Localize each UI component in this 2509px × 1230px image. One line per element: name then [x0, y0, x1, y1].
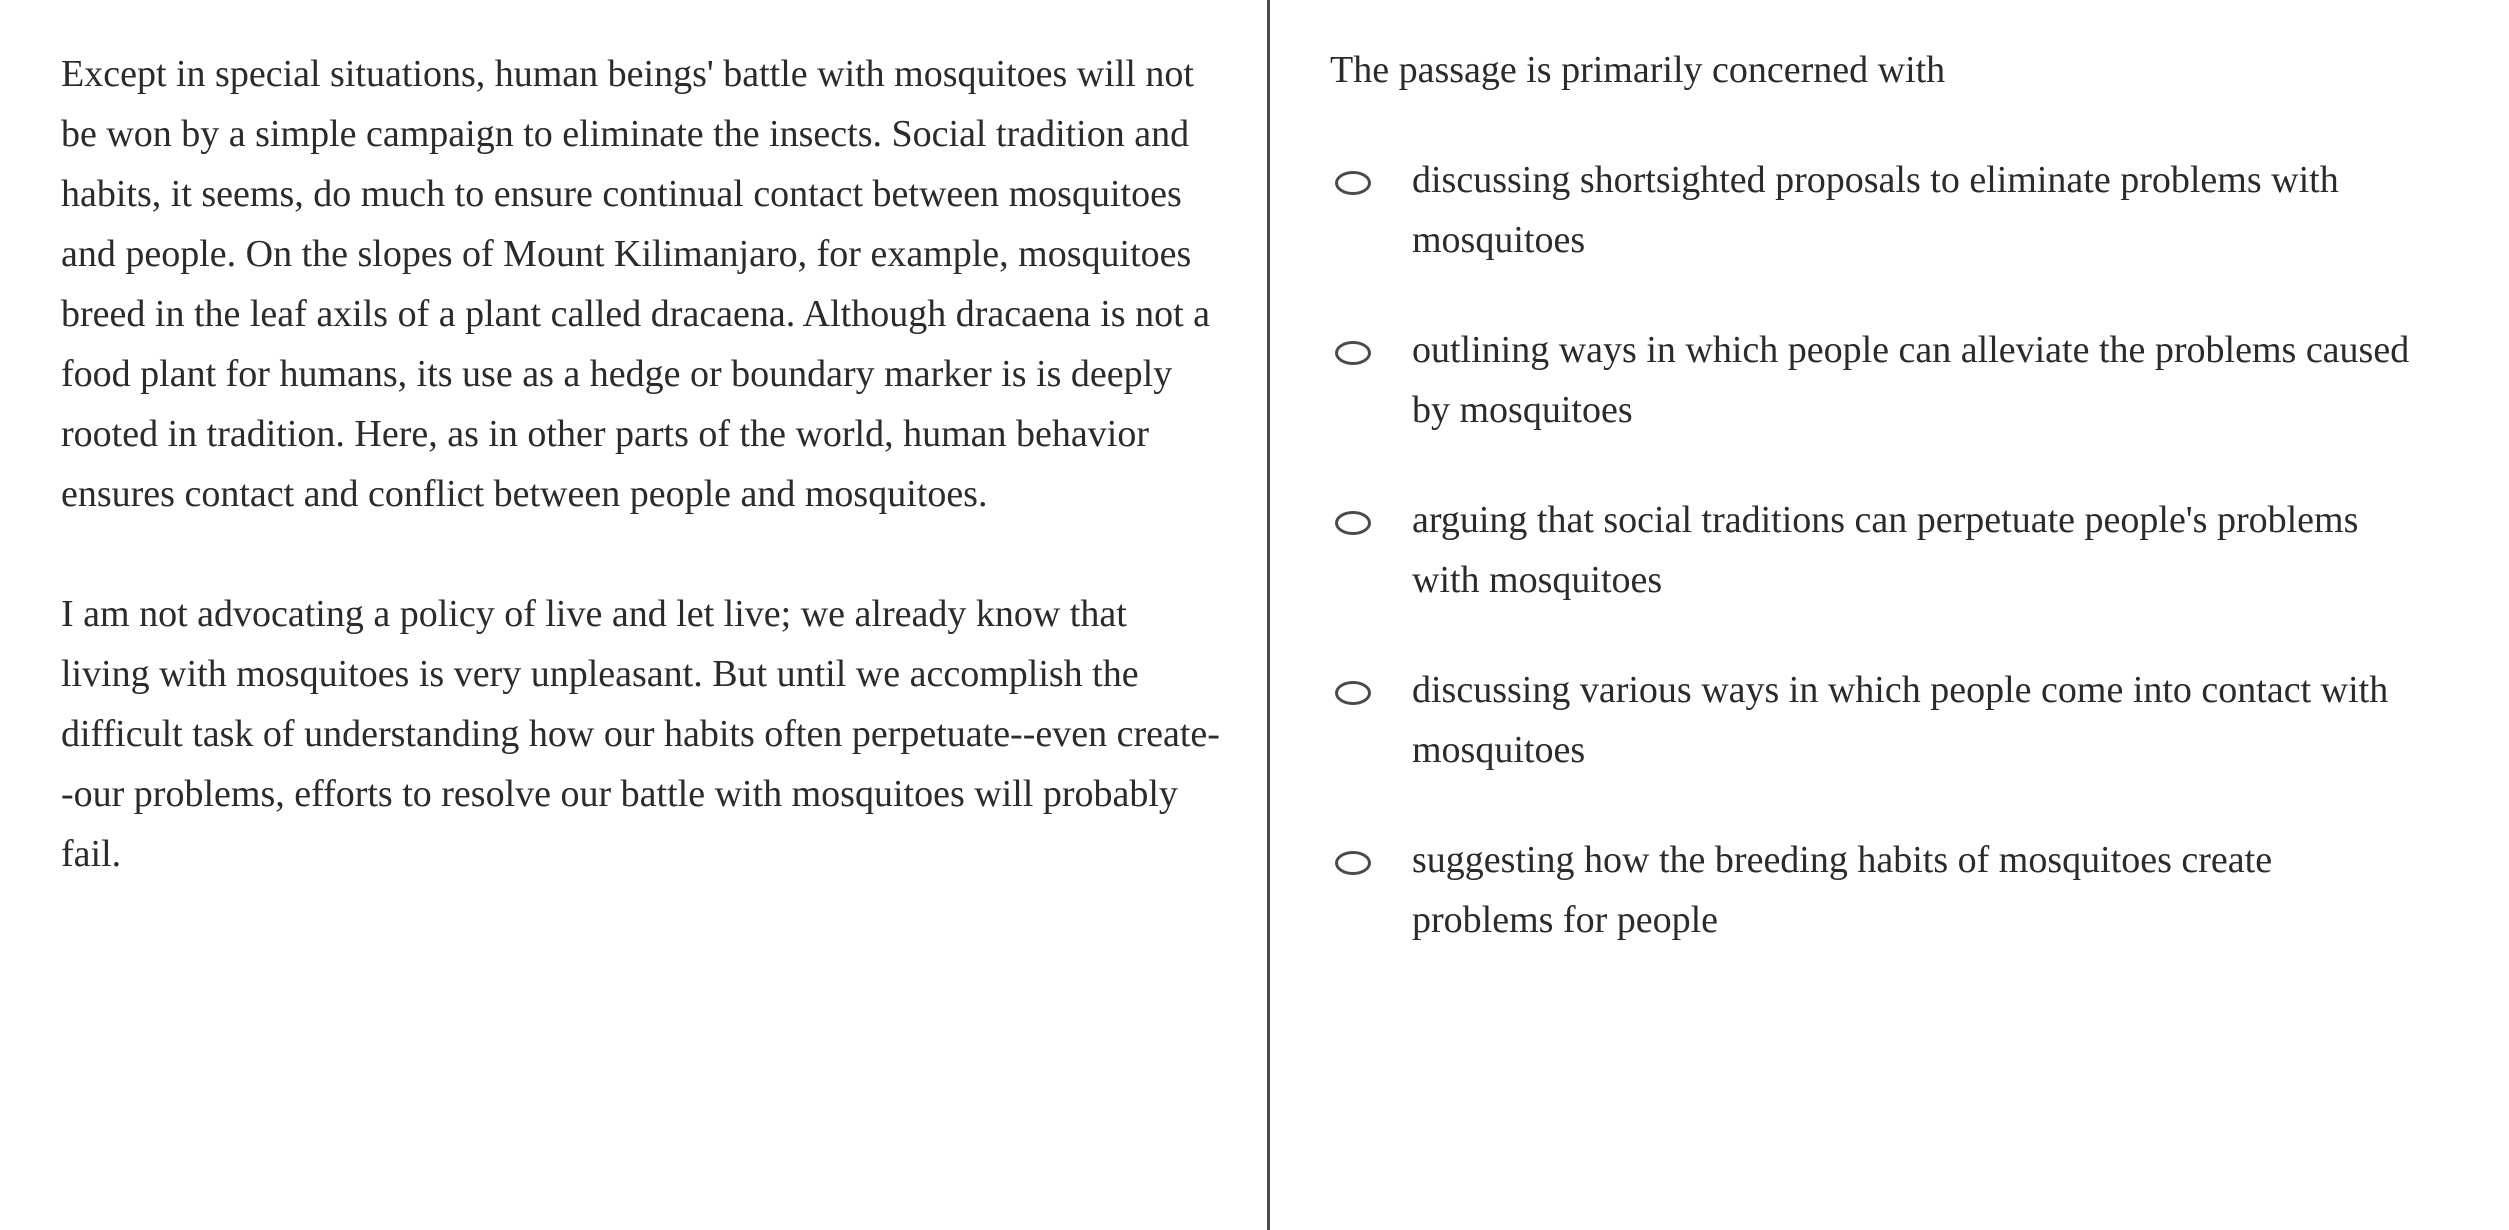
radio-button-icon[interactable] [1335, 511, 1371, 535]
radio-button-icon[interactable] [1335, 171, 1371, 195]
radio-button-icon[interactable] [1335, 851, 1371, 875]
answer-choice-label[interactable]: outlining ways in which people can alleviate the problems caused by mosquitoes [1412, 329, 2410, 431]
answer-choice-d[interactable] [1330, 660, 2480, 780]
answer-choice-a[interactable] [1330, 150, 2480, 270]
answer-choice-label[interactable]: discussing various ways in which people come into contact with mosquitoes [1412, 669, 2389, 771]
radio-button-icon[interactable] [1335, 341, 1371, 365]
question-pane [1330, 40, 2480, 1000]
passage-pane [61, 44, 1221, 944]
answer-choice-b[interactable] [1330, 320, 2480, 440]
answer-choice-label[interactable]: suggesting how the breeding habits of mosquitoes create problems for people [1412, 839, 2273, 941]
radio-button-icon[interactable] [1335, 681, 1371, 705]
answer-choice-e[interactable] [1330, 830, 2480, 950]
answer-choice-c[interactable] [1330, 490, 2480, 610]
answer-choice-label[interactable]: arguing that social traditions can perpetuate people's problems with mosquitoes [1412, 499, 2359, 601]
passage-paragraph-2: I am not advocating a policy of live and let live; we already know that living with mosquitoes is very unpleasant. But until we accomplish the difficult task of understanding how our habits often perpetuate--even create--our problems, efforts to resolve our battle with mosquitoes will probably fail. [61, 593, 1220, 875]
question-stem: The passage is primarily concerned with [1330, 49, 1946, 91]
passage-paragraph-1: Except in special situations, human beings' battle with mosquitoes will not be won by a simple campaign to eliminate the insects. Social tradition and habits, it seems, do much to ensure continual contact between mosquitoes and people. On the slopes of Mount Kilimanjaro, for example, mosquitoes breed in the leaf axils of a plant called dracaena. Although dracaena is not a food plant for humans, its use as a hedge or boundary marker is is deeply rooted in tradition. Here, as in other parts of the world, human behavior ensures contact and conflict between people and mosquitoes. [61, 53, 1210, 515]
pane-divider [1267, 0, 1270, 1230]
answer-choice-label[interactable]: discussing shortsighted proposals to eliminate problems with mosquitoes [1412, 159, 2339, 261]
answer-choices [1330, 150, 2480, 950]
